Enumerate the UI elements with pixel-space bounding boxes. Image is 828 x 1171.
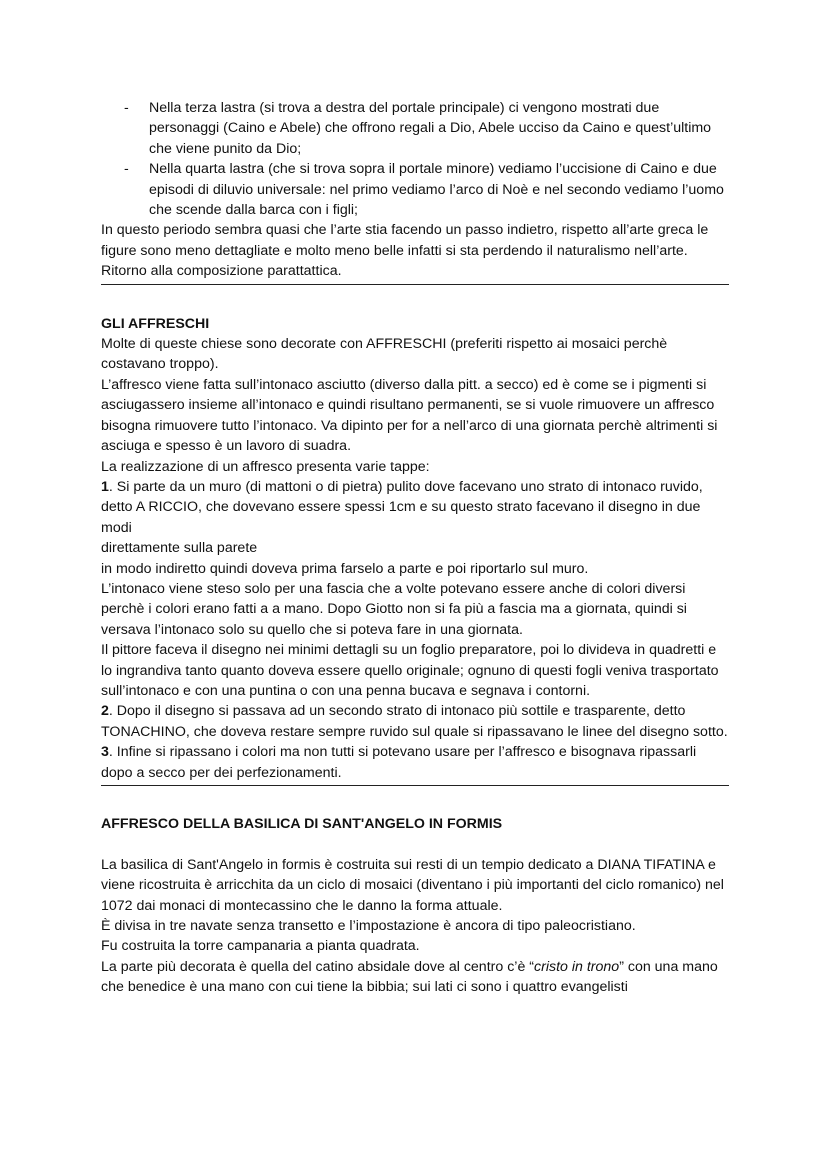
document-page — [101, 98, 729, 998]
list-item — [101, 159, 729, 220]
step-number: 1 — [101, 478, 109, 495]
paragraph: Il pittore faceva il disegno nei minimi dettagli su un foglio preparatore, poi lo divideva in quadretti e lo ingrandiva tanto quanto doveva essere quello originale; ognuno di questi fogli veniva trasportato sull’intonaco e con una puntina o con una penna bucava e segnava i contorni. — [101, 642, 719, 699]
italic-text: cristo in trono — [534, 958, 620, 975]
text-run: ” con una mano che benedice è una mano con cui tiene la bibbia; sui lati ci sono i quattro evangelisti — [101, 958, 718, 996]
step-number: 3 — [101, 744, 109, 761]
paragraph: È divisa in tre navate senza transetto e l’impostazione è ancora di tipo paleocristiano. — [101, 918, 636, 935]
step-text: . Dopo il disegno si passava ad un secondo strato di intonaco più sottile e trasparente, detto TONACHINO, che doveva restare sempre ruvido sul quale si ripassavano le linee del disegno sotto. — [101, 703, 728, 740]
step-text: . Si parte da un muro (di mattoni o di pietra) pulito dove facevano uno strato di intonaco ruvido, detto A RICCIO, che dovevano essere spessi 1cm e su questo strato facevano il disegno in due modi — [101, 478, 703, 536]
method-direct: direttamente sulla parete — [101, 540, 258, 557]
intro-closing: Ritorno alla composizione parattattica. — [101, 263, 342, 280]
spacer — [101, 285, 729, 314]
paragraph: Fu costruita la torre campanaria a pianta quadrata. — [101, 938, 420, 955]
list-item-text: Nella quarta lastra (che si trova sopra il portale minore) vediamo l’uccisione di Caino e due episodi di diluvio universale: nel primo vediamo l’arco di Noè e nel secondo vediamo l’uomo che scende dalla barca con i figli; — [149, 161, 724, 219]
text-run: La parte più decorata è quella del catino absidale dove al centro c’è “ — [101, 958, 535, 975]
paragraph: L’affresco viene fatta sull’intonaco asciutto (diverso dalla pitt. a secco) ed è come se i pigmenti si asciugassero insieme all’intonaco e quindi risultano permanenti, se si vuole rimuovere un affresco bisogna rimuovere tutto l’intonaco. Va dipinto per for a nell’arco di una giornata perchè altrimenti si asciuga e spesso è un lavoro di suadra. — [101, 376, 718, 455]
list-item — [101, 98, 729, 159]
spacer — [101, 786, 729, 814]
bullet-list — [101, 98, 729, 220]
bullet-dash: - — [124, 100, 129, 116]
spacer — [101, 834, 729, 854]
section-heading-basilica: AFFRESCO DELLA BASILICA DI SANT'ANGELO IN FORMIS — [101, 816, 503, 832]
method-indirect: in modo indiretto quindi doveva prima farselo a parte e poi riportarlo sul muro. — [101, 560, 589, 577]
paragraph: La realizzazione di un affresco presenta varie tappe: — [101, 458, 430, 475]
paragraph: L’intonaco viene steso solo per una fascia che a volte potevano essere anche di colori diversi perchè i colori erano fatti a a mano. Dopo Giotto non si fa più a fascia ma a giornata, quindi si versava l’intonaco solo su quello che si poteva fare in una giornata. — [101, 580, 687, 638]
step-3 — [101, 742, 729, 783]
section-heading-affreschi: GLI AFFRESCHI — [101, 315, 210, 332]
paragraph: Molte di queste chiese sono decorate con AFFRESCHI (preferiti rispetto ai mosaici perchè costavano troppo). — [101, 336, 668, 373]
intro-paragraph: In questo periodo sembra quasi che l’arte stia facendo un passo indietro, rispetto all’arte greca le figure sono meno dettagliate e molto meno belle infatti si sta perdendo il naturalismo nell’arte. — [101, 222, 709, 259]
list-item-text: Nella terza lastra (si trova a destra del portale principale) ci vengono mostrati due personaggi (Caino e Abele) che offrono regali a Dio, Abele ucciso da Caino e quest’ultimo che viene punito da Dio; — [149, 100, 712, 157]
bullet-dash: - — [124, 161, 129, 178]
paragraph — [101, 957, 729, 998]
step-2 — [101, 701, 729, 742]
step-1 — [101, 477, 729, 538]
paragraph: La basilica di Sant'Angelo in formis è costruita sui resti di un tempio dedicato a DIANA TIFATINA e viene ricostruita è arricchita da un ciclo di mosaici (diventano i più importanti del ciclo romanico) nel 1072 dai monaci di montecassino che le danno la forma attuale. — [101, 856, 724, 914]
step-text: . Infine si ripassano i colori ma non tutti si potevano usare per l’affresco e bisognava ripassarli dopo a secco per dei perfezionamenti. — [101, 744, 697, 781]
step-number: 2 — [101, 703, 109, 720]
